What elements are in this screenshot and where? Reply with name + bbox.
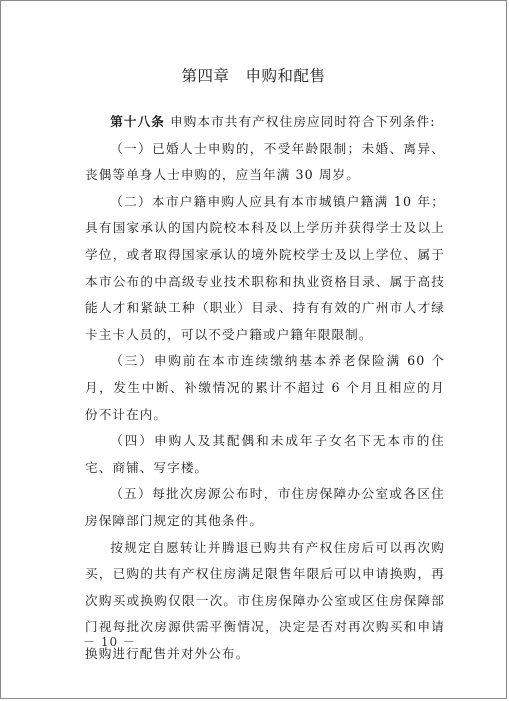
chapter-title: 第四章 申购和配售 [181,67,326,85]
condition-5: （五）每批次房源公布时，市住房保障办公室或各区住房保障部门规定的其他条件。 [85,486,445,528]
condition-4: （四）申购人及其配偶和未成年子女名下无本市的住宅、商铺、写字楼。 [85,433,445,475]
article-18-intro [85,109,445,136]
condition-2: （二）本市户籍申购人应具有本市城镇户籍满 10 年；具有国家承认的国内院校本科及以上学历并获得学士及以上学位，或者取得国家承认的境外院校学士及以上学位、属于本市公布的中高级专业技术职称和执业资格目录、属于高技能人才和紧缺工种（职业）目录、持有有效的广州市人才绿卡主卡人员的，可以不受户籍或户籍年限限制。 [85,193,445,342]
repurchase-paragraph: 按规定自愿转让并腾退已购共有产权住房后可以再次购买，已购的共有产权住房满足限售年限后可以申请换购，再次购买或换购仅限一次。市住房保障办公室或区住房保障部门视每批次房源供需平衡情况，决定是否对再次购买和申请换购进行配售并对外公布。 [85,539,445,661]
article-intro-text: 申购本市共有产权住房应同时符合下列条件: [170,114,436,129]
document-body [85,109,445,667]
article-number: 第十八条 [110,114,165,129]
page-number: － 10 － [83,635,136,649]
condition-3: （三）申购前在本市连续缴纳基本养老保险满 60 个月，发生中断、补缴情况的累计不超过 6 个月且相应的月份不计在内。 [85,353,445,422]
condition-1: （一）已婚人士申购的，不受年龄限制；未婚、离异、丧偶等单身人士申购的，应当年满 30 周岁。 [85,140,445,183]
